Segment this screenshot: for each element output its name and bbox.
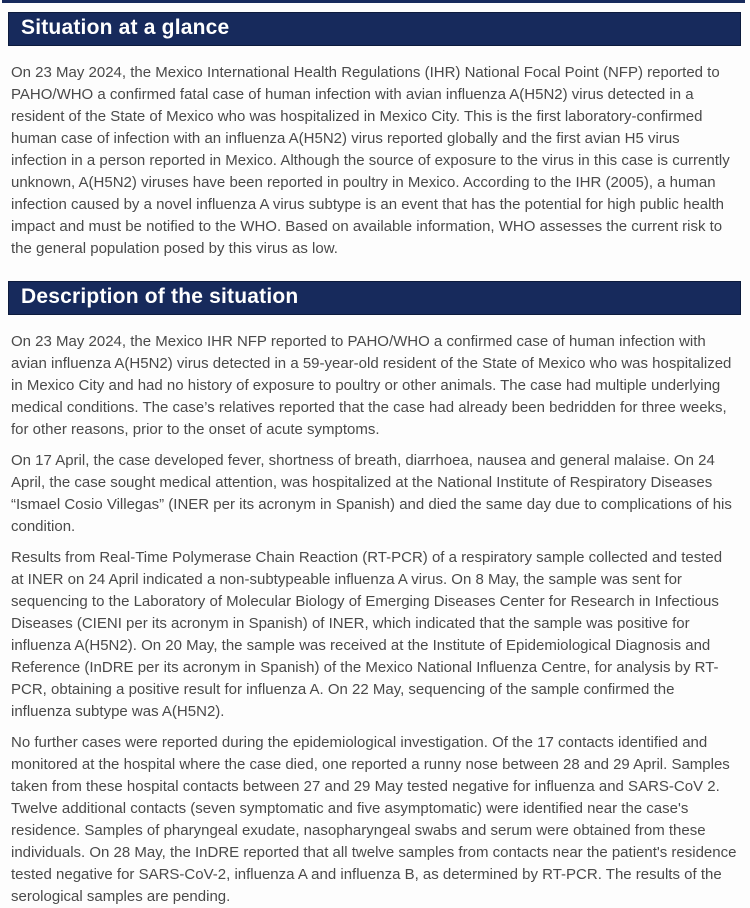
paragraph: On 23 May 2024, the Mexico International Health Regulations (IHR) National Focal Point (NFP) reported to PAHO/WHO a confirmed fatal case of human infection with avian influenza A(H5N2) virus detected in a resident of the State of Mexico who was hospitalized in Mexico City. This is the first laboratory-confirmed human case of infection with an influenza A(H5N2) virus reported globally and the first avian H5 virus infection in a person reported in Mexico. Although the source of exposure to the virus in this case is currently unknown, A(H5N2) viruses have been reported in poultry in Mexico. According to the IHR (2005), a human infection caused by a novel influenza A virus subtype is an event that has the potential for high public health impact and must be notified to the WHO. Based on available information, WHO assesses the current risk to the general population posed by this virus as low.	[11, 64, 730, 257]
section-description-of-situation	[0, 281, 750, 908]
paragraph: No further cases were reported during the epidemiological investigation. Of the 17 contacts identified and monitored at the hospital where the case died, one reported a runny nose between 28 and 29 April. Samples taken from these hospital contacts between 27 and 29 May tested negative for influenza and SARS-CoV 2. Twelve additional contacts (seven symptomatic and five asymptomatic) were identified near the case's residence. Samples of pharyngeal exudate, nasopharyngeal swabs and serum were obtained from these individuals. On 28 May, the InDRE reported that all twelve samples from contacts near the patient's residence tested negative for SARS-CoV-2, influenza A and influenza B, as determined by RT-PCR. The results of the serological samples are pending.	[11, 734, 737, 905]
section-body-situation	[11, 62, 738, 260]
paragraph: On 17 April, the case developed fever, shortness of breath, diarrhoea, nausea and general malaise. On 24 April, the case sought medical attention, was hospitalized at the National Institute of Respiratory Diseases “Ismael Cosio Villegas” (INER per its acronym in Spanish) and died the same day due to complications of his condition.	[11, 452, 732, 535]
section-title-description: Description of the situation	[21, 285, 299, 308]
section-header-situation	[8, 12, 741, 46]
section-body-description	[11, 331, 738, 908]
top-divider	[2, 0, 745, 3]
paragraph: Results from Real-Time Polymerase Chain Reaction (RT-PCR) of a respiratory sample collected and tested at INER on 24 April indicated a non-subtypeable influenza A virus. On 8 May, the sample was sent for sequencing to the Laboratory of Molecular Biology of Emerging Diseases Center for Research in Infectious Diseases (CIENI per its acronym in Spanish) of INER, which indicated that the sample was positive for influenza A(H5N2). On 20 May, the sample was received at the Institute of Epidemiological Diagnosis and Reference (InDRE per its acronym in Spanish) of the Mexico National Influenza Centre, for analysis by RT-PCR, obtaining a positive result for influenza A. On 22 May, sequencing of the sample confirmed the influenza subtype was A(H5N2).	[11, 549, 723, 720]
paragraph: On 23 May 2024, the Mexico IHR NFP reported to PAHO/WHO a confirmed case of human infection with avian influenza A(H5N2) virus detected in a 59-year-old resident of the State of Mexico who was hospitalized in Mexico City and had no history of exposure to poultry or other animals. The case had multiple underlying medical conditions. The case’s relatives reported that the case had already been bedridden for three weeks, for other reasons, prior to the onset of acute symptoms.	[11, 333, 732, 438]
section-header-description	[8, 281, 741, 315]
section-situation-at-a-glance	[0, 12, 750, 260]
section-title-situation: Situation at a glance	[21, 16, 230, 39]
